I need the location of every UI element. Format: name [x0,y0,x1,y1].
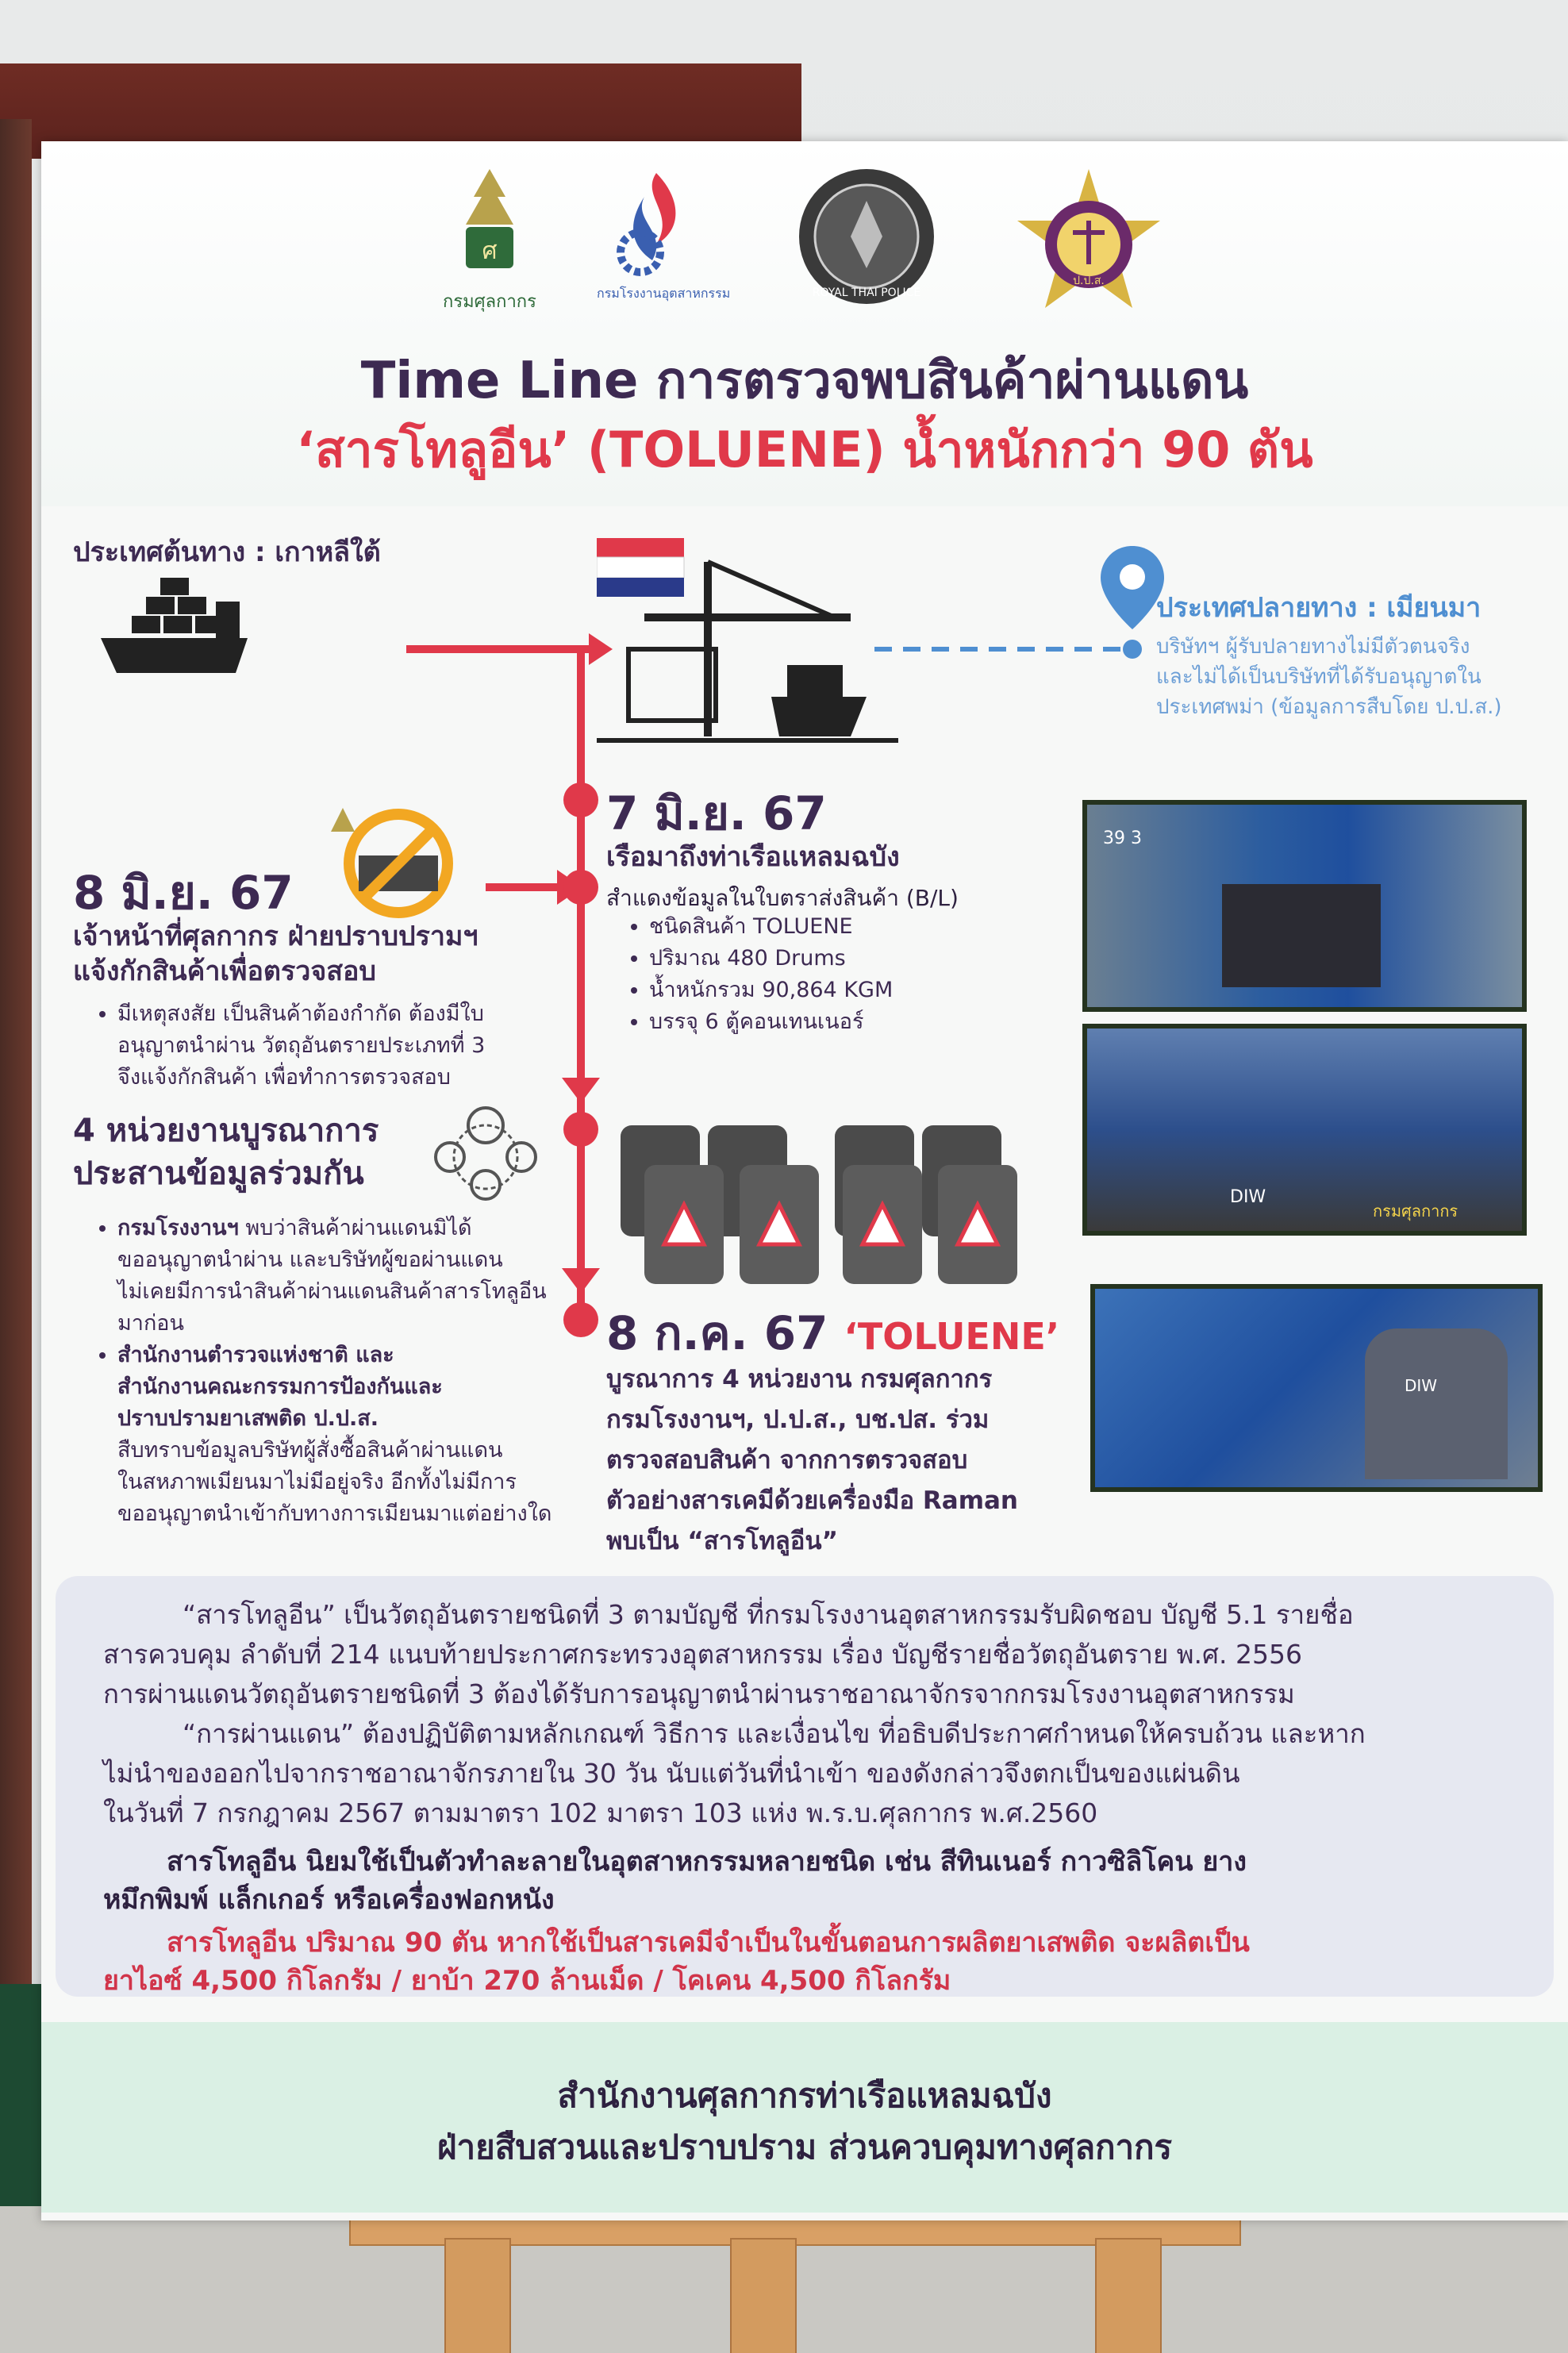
event2-title-line: แจ้งกักสินค้าเพื่อตรวจสอบ [73,955,377,987]
destination-note-line: และไม่ได้เป็นบริษัทที่ได้รับอนุญาตใน [1156,665,1482,689]
info-bold-line: หมึกพิมพ์ แล็กเกอร์ หรือเครื่องฟอกหนัง [103,1884,555,1916]
industrial-logo-caption: กรมโรงงานอุตสาหกรรม [597,286,731,301]
chemical-drums-icon [613,1117,1057,1300]
photo3-uniform-label: DIW [1405,1376,1438,1395]
network-people-icon [430,1102,541,1205]
event2-bullets [89,998,594,1094]
destination-info [1156,586,1568,722]
destination-country: ประเทศปลายทาง : เมียนมา [1156,592,1482,624]
event4-line: กรมโรงงานฯ, ป.ป.ส., บช.ปส. ร่วม [606,1405,990,1434]
easel-leg [730,2238,797,2353]
event2-title [73,919,478,989]
event1-date: 7 มิ.ย. 67 [606,786,827,840]
police-logo-caption: ROYAL THAI POLICE [812,286,921,299]
event3-bullet-lead: กรมโรงงานฯ [117,1216,239,1240]
event2-bullet-line: จึงแจ้งกักสินค้า เพื่อทำการตรวจสอบ [117,1065,451,1090]
event3-bullet-line: ไม่เคยมีการนำสินค้าผ่านแดนสินค้าสารโทลูอีน [117,1279,547,1304]
timeline-poster [41,141,1568,2220]
event4-line: ตรวจสอบสินค้า จากการตรวจสอบ [606,1446,968,1474]
info-line: การผ่านแดนวัตถุอันตรายชนิดที่ 3 ต้องได้รับการอนุญาตนำผ่านราชอาณาจักรจากกรมโรงงานอุตสาหกรรม [103,1678,1295,1709]
list-item [117,1340,594,1530]
info-line: “สารโทลูอีน” เป็นวัตถุอันตรายชนิดที่ 3 ตามบัญชี ที่กรมโรงงานอุตสาหกรรมรับผิดชอบ บัญชี 5.1 รายชื่อ [183,1599,1354,1630]
info-line: “การผ่านแดน” ต้องปฏิบัติตามหลักเกณฑ์ วิธีการ และเงื่อนไข ที่อธิบดีประกาศกำหนดให้ครบถ้วน และหาก [183,1718,1366,1749]
event1-subtitle: สำแดงข้อมูลในใบตราส่งสินค้า (B/L) [606,885,959,911]
info-line: ในวันที่ 7 กรกฎาคม 2567 ตามมาตรา 102 มาตรา 103 แห่ง พ.ร.บ.ศุลกากร พ.ศ.2560 [103,1797,1098,1828]
list-item [117,998,594,1094]
event3-bullet-lead: ปราบปรามยาเสพติด ป.ป.ส. [117,1406,379,1431]
svg-text:ศ: ศ [482,237,498,265]
info-box [56,1576,1554,1997]
easel-leg [444,2238,511,2353]
destination-note [1156,632,1568,722]
destination-note-line: ประเทศพม่า (ข้อมูลการสืบโดย ป.ป.ส.) [1156,695,1502,719]
port-crane-icon [597,538,898,760]
event4-description [606,1359,1018,1562]
list-item: • ชนิดสินค้า TOLUENE [649,911,1093,943]
event2-date: 8 มิ.ย. 67 [73,866,294,920]
info-red-line: สารโทลูอีน ปริมาณ 90 ตัน หากใช้เป็นสารเคมีจำเป็นในขั้นตอนการผลิตยาเสพติด จะผลิตเป็น [167,1927,1250,1959]
photo2-uniform-label: กรมศุลกากร [1373,1201,1458,1221]
photo2-uniform-label: DIW [1230,1187,1266,1207]
event4-date-text: 8 ก.ค. 67 [606,1306,828,1360]
inspection-photo-1 [1082,800,1527,1012]
event4-line: บูรณาการ 4 หน่วยงาน กรมศุลกากร [606,1365,993,1394]
easel-leg [1095,2238,1162,2353]
inspection-photo-2 [1082,1024,1527,1236]
info-line: ไม่นำของออกไปจากราชอาณาจักรภายใน 30 วัน นับแต่วันที่นำเข้า ของดังกล่าวจึงตกเป็นของแผ่นดิน [103,1758,1240,1789]
event1-title: เรือมาถึงท่าเรือแหลมฉบัง [606,841,900,873]
event2-title-line: เจ้าหน้าที่ศุลกากร ฝ่ายปราบปรามฯ [73,921,478,952]
customs-logo-caption: กรมศุลกากร [443,292,536,312]
photo1-container-number: 39 3 [1103,829,1142,848]
event3-title [73,1109,379,1195]
event3-bullet-lead: สำนักงานคณะกรรมการป้องกันและ [117,1375,443,1399]
list-item [117,1213,594,1340]
list-item: • บรรจุ 6 ตู้คอนเทนเนอร์ [649,1006,1093,1038]
no-container-icon [319,800,470,919]
event2-bullet-line: มีเหตุสงสัย เป็นสินค้าต้องกำกัด ต้องมีใบ [117,1002,484,1026]
list-item: • ปริมาณ 480 Drums [649,943,1093,975]
event3-bullet-line: ขออนุญาตนำเข้ากับทางการเมียนมาแต่อย่างใด [117,1501,552,1526]
info-red-line: ยาไอซ์ 4,500 กิโลกรัม / ยาบ้า 270 ล้านเม็ด / โคเคน 4,500 กิโลกรัม [103,1965,951,1997]
footer-division-name: ฝ่ายสืบสวนและปราบปราม ส่วนควบคุมทางศุลกากร [436,2128,1173,2167]
poster-title-line1: Time Line การตรวจพบสินค้าผ่านแดน [360,352,1249,410]
origin-country: ประเทศต้นทาง : เกาหลีใต้ [73,536,381,568]
event3-bullet-line: ขออนุญาตนำผ่าน และบริษัทผู้ขอผ่านแดน [117,1248,503,1272]
event3-title-line: 4 หน่วยงานบูรณาการ [73,1113,379,1149]
inspection-photo-3 [1090,1284,1543,1492]
event3-bullet-line: มาก่อน [117,1311,184,1336]
event2-bullet-line: อนุญาตนำผ่าน วัตถุอันตรายประเภทที่ 3 [117,1033,486,1058]
poster-footer [41,2022,1568,2213]
list-item: • น้ำหนักรวม 90,864 KGM [649,975,1093,1006]
container-edge [0,119,32,2182]
event3-bullets [89,1213,594,1530]
event1-bullets [621,911,1093,1038]
destination-note-line: บริษัทฯ ผู้รับปลายทางไม่มีตัวตนจริง [1156,635,1470,659]
event3-bullet-line: พบว่าสินค้าผ่านแดนมิได้ [238,1216,472,1240]
info-line: สารควบคุม ลำดับที่ 214 แนบท้ายประกาศกระทรวงอุตสาหกรรม เรื่อง บัญชีรายชื่อวัตถุอันตราย พ.ศ. 2556 [103,1639,1302,1670]
event4-line: พบเป็น “สารโทลูอีน” [606,1527,838,1555]
poster-title-line2: ‘สารโทลูอีน’ (TOLUENE) น้ำหนักกว่า 90 ตัน [296,421,1313,479]
event4-line: ตัวอย่างสารเคมีด้วยเครื่องมือ Raman [606,1486,1018,1515]
event3-bullet-line: สืบทราบข้อมูลบริษัทผู้สั่งซื้อสินค้าผ่านแดน [117,1438,503,1463]
event3-title-line: ประสานข้อมูลร่วมกัน [73,1155,364,1192]
oncb-logo-caption: ป.ป.ส. [1073,275,1105,287]
event4-tag: ‘TOLUENE’ [844,1315,1060,1358]
event3-bullet-lead: สำนักงานตำรวจแห่งชาติ และ [117,1343,394,1367]
event3-bullet-line: ในสหภาพเมียนมาไม่มีอยู่จริง อีกทั้งไม่มีการ [117,1470,517,1494]
footer-office-name: สำนักงานศุลกากรท่าเรือแหลมฉบัง [557,2076,1052,2115]
info-bold-line: สารโทลูอีน นิยมใช้เป็นตัวทำละลายในอุตสาหกรรมหลายชนิด เช่น สีทินเนอร์ กาวซิลิโคน ยาง [167,1846,1247,1878]
